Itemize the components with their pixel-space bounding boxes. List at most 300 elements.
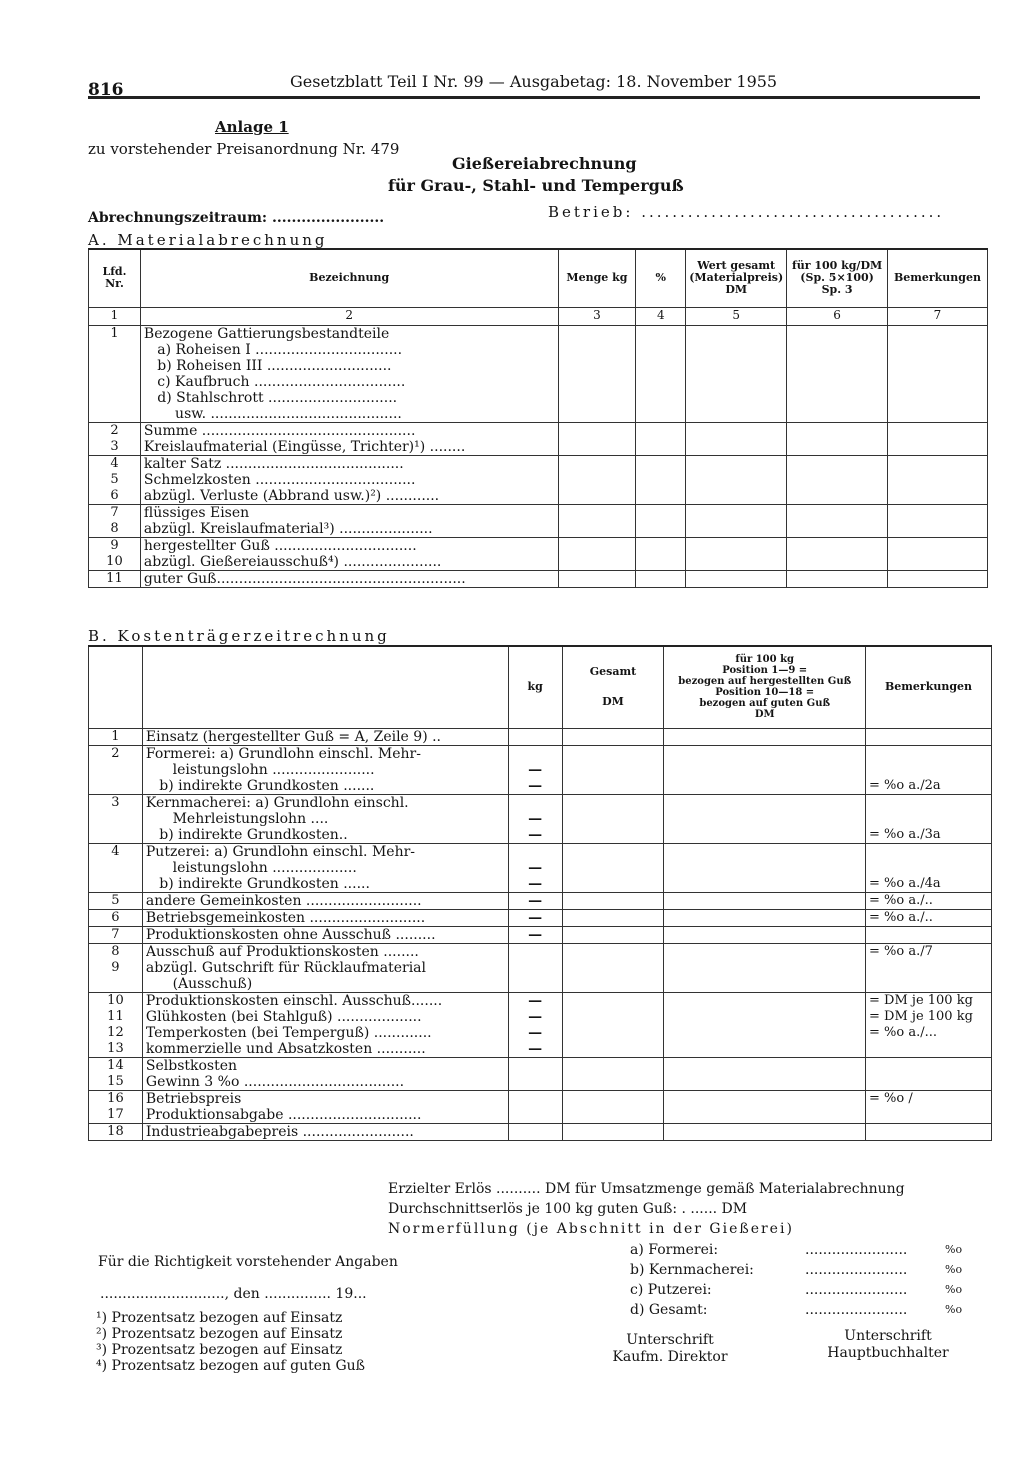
kg-dash: — bbox=[528, 875, 543, 892]
section-a-heading: A. Materialabrechnung bbox=[88, 231, 328, 249]
row-text bbox=[142, 943, 508, 992]
row-text-line: b) indirekte Grundkosten ...... bbox=[145, 875, 370, 892]
kg-cell bbox=[508, 1090, 562, 1123]
footnotes bbox=[96, 1310, 365, 1374]
empty-cell bbox=[787, 455, 888, 504]
reference-line: zu vorstehender Preisanordnung Nr. 479 bbox=[88, 140, 400, 158]
colnum-5: 5 bbox=[686, 307, 787, 325]
remark-line bbox=[869, 795, 988, 811]
row-text-line: Summe ................................................ bbox=[143, 422, 416, 439]
gazette-title: Gesetzblatt Teil I Nr. 99 — Ausgabetag: 18. November 1955 bbox=[290, 72, 778, 91]
norm-item-label: c) Putzerei: bbox=[630, 1282, 712, 1298]
row-number-line: 18 bbox=[107, 1123, 124, 1139]
empty-cell bbox=[887, 570, 987, 587]
empty-cell bbox=[887, 537, 987, 570]
col-kg: kg bbox=[508, 646, 562, 728]
signature-accountant-line1: Unterschrift bbox=[844, 1328, 932, 1344]
header-rule bbox=[88, 96, 980, 99]
col-bezeichnung-b bbox=[142, 646, 508, 728]
empty-cell bbox=[664, 1123, 866, 1140]
empty-cell bbox=[562, 1123, 664, 1140]
row-text-line: kalter Satz ........................................ bbox=[143, 455, 404, 472]
row-number-line: 4 bbox=[110, 455, 119, 471]
empty-cell bbox=[787, 570, 888, 587]
kg-dash: — bbox=[528, 826, 543, 843]
row-number-line: 9 bbox=[111, 959, 120, 975]
norm-item-label: a) Formerei: bbox=[630, 1242, 719, 1258]
kg-cell bbox=[508, 909, 562, 926]
row-text bbox=[142, 992, 508, 1057]
row-text-line: Betriebspreis bbox=[145, 1090, 242, 1107]
empty-cell bbox=[558, 570, 636, 587]
table-row bbox=[89, 728, 992, 745]
col-gesamt-label: Gesamt bbox=[589, 665, 637, 679]
table-row bbox=[89, 1090, 992, 1123]
row-number bbox=[89, 325, 141, 422]
kg-cell bbox=[508, 892, 562, 909]
empty-cell bbox=[636, 570, 686, 587]
row-text-line: guter Guß........................................................ bbox=[143, 570, 466, 587]
remark-line bbox=[869, 844, 988, 860]
row-text bbox=[142, 794, 508, 843]
row-text bbox=[142, 728, 508, 745]
row-number-line: 2 bbox=[111, 745, 120, 761]
row-text-line: b) indirekte Grundkosten.. bbox=[145, 826, 348, 843]
table-row bbox=[89, 504, 988, 537]
col-dm-label: DM bbox=[602, 695, 624, 709]
row-number-line: 1 bbox=[111, 728, 120, 744]
remark-line: = %o a./.. bbox=[869, 909, 933, 925]
row-number bbox=[89, 422, 141, 455]
signature-accountant bbox=[818, 1328, 958, 1362]
remark-line bbox=[869, 762, 988, 778]
empty-cell bbox=[787, 537, 888, 570]
row-text-line: abzügl. Verluste (Abbrand usw.)²) ............ bbox=[143, 487, 440, 504]
row-number bbox=[89, 1123, 143, 1140]
footnote: ²) Prozentsatz bezogen auf Einsatz bbox=[96, 1326, 343, 1342]
row-number-line: 5 bbox=[111, 892, 120, 908]
empty-cell bbox=[664, 926, 866, 943]
empty-cell bbox=[636, 455, 686, 504]
row-number bbox=[89, 570, 141, 587]
row-text-line: Produktionskosten einschl. Ausschuß....... bbox=[145, 992, 443, 1009]
table-row bbox=[89, 794, 992, 843]
row-text-line: kommerzielle und Absatzkosten ........... bbox=[145, 1040, 426, 1057]
empty-cell bbox=[562, 1057, 664, 1090]
row-number-line: 8 bbox=[110, 520, 119, 536]
row-number-line: 2 bbox=[110, 422, 119, 438]
empty-cell bbox=[787, 422, 888, 455]
table-row bbox=[89, 325, 988, 422]
row-text-line: a) Roheisen I ................................. bbox=[143, 341, 403, 358]
empty-cell bbox=[558, 455, 636, 504]
empty-cell bbox=[664, 745, 866, 794]
kg-cell bbox=[508, 1123, 562, 1140]
row-text-line: leistungslohn ................... bbox=[145, 859, 357, 876]
norm-item bbox=[630, 1240, 980, 1260]
row-number bbox=[89, 892, 143, 909]
empty-cell bbox=[686, 537, 787, 570]
kg-dash bbox=[512, 795, 559, 811]
col-per-100kg: für 100 kg/DM (Sp. 5×100) Sp. 3 bbox=[787, 249, 888, 307]
empty-cell bbox=[562, 892, 664, 909]
norm-item-dots: ....................... bbox=[805, 1242, 908, 1258]
remark-cell bbox=[866, 892, 992, 909]
remark-line bbox=[869, 811, 988, 827]
kg-cell bbox=[508, 728, 562, 745]
remark-line: = %o a./4a bbox=[869, 875, 941, 891]
row-text bbox=[142, 1057, 508, 1090]
kg-dash bbox=[512, 746, 559, 762]
colnum-1: 1 bbox=[89, 307, 141, 325]
row-number-line: 10 bbox=[106, 553, 123, 569]
remark-cell bbox=[866, 909, 992, 926]
row-number-line: 14 bbox=[107, 1057, 124, 1073]
colnum-2: 2 bbox=[140, 307, 558, 325]
remark-cell bbox=[866, 926, 992, 943]
row-number-line: 7 bbox=[110, 504, 119, 520]
row-text bbox=[142, 1090, 508, 1123]
kg-cell bbox=[508, 843, 562, 892]
company-field: Betrieb: ....................................... bbox=[548, 203, 945, 221]
kg-dash: — bbox=[528, 892, 543, 909]
row-number bbox=[89, 455, 141, 504]
empty-cell bbox=[562, 794, 664, 843]
row-text bbox=[140, 422, 558, 455]
row-number-line: 5 bbox=[110, 471, 119, 487]
empty-cell bbox=[664, 943, 866, 992]
row-text-line: d) Stahlschrott ............................. bbox=[143, 389, 398, 406]
norm-item-dots: ....................... bbox=[805, 1282, 908, 1298]
kg-cell bbox=[508, 926, 562, 943]
row-number bbox=[89, 504, 141, 537]
table-row bbox=[89, 1123, 992, 1140]
col-wert: Wert gesamt (Materialpreis) DM bbox=[686, 249, 787, 307]
col-nr: Lfd. Nr. bbox=[89, 249, 141, 307]
remark-cell bbox=[866, 1090, 992, 1123]
row-number-line: 13 bbox=[107, 1040, 124, 1056]
signature-director bbox=[600, 1332, 740, 1366]
norm-list bbox=[630, 1240, 980, 1320]
row-text-line: abzügl. Gutschrift für Rücklaufmaterial bbox=[145, 959, 426, 976]
date-line: ............................, den ............... 19... bbox=[100, 1286, 367, 1302]
row-text bbox=[142, 909, 508, 926]
remark-cell bbox=[866, 1123, 992, 1140]
kg-dash: — bbox=[528, 810, 543, 827]
empty-cell bbox=[686, 422, 787, 455]
empty-cell bbox=[787, 504, 888, 537]
empty-cell bbox=[562, 1090, 664, 1123]
empty-cell bbox=[787, 325, 888, 422]
annex-label: Anlage 1 bbox=[215, 118, 289, 136]
col-percent: % bbox=[636, 249, 686, 307]
accounting-period: Abrechnungszeitraum: ....................... bbox=[88, 210, 385, 226]
row-number-line: 17 bbox=[107, 1106, 124, 1122]
remark-line: = %o a./2a bbox=[869, 777, 941, 793]
kg-dash: — bbox=[528, 761, 543, 778]
norm-fulfillment-heading: Normerfüllung (je Abschnitt in der Gießerei) bbox=[388, 1221, 794, 1237]
empty-cell bbox=[558, 325, 636, 422]
row-number bbox=[89, 943, 143, 992]
row-number bbox=[89, 1090, 143, 1123]
row-number-line: 10 bbox=[107, 992, 124, 1008]
kg-dash bbox=[512, 844, 559, 860]
row-text-line: flüssiges Eisen bbox=[143, 504, 250, 521]
cost-table bbox=[88, 645, 992, 1141]
empty-cell bbox=[558, 537, 636, 570]
empty-cell bbox=[562, 909, 664, 926]
norm-item bbox=[630, 1300, 980, 1320]
row-text-line: Kernmacherei: a) Grundlohn einschl. bbox=[145, 794, 409, 811]
kg-dash: — bbox=[528, 1008, 543, 1025]
row-text-line: Produktionsabgabe .............................. bbox=[145, 1106, 422, 1123]
norm-item-unit: %o bbox=[945, 1263, 963, 1276]
kg-cell bbox=[508, 745, 562, 794]
row-number bbox=[89, 926, 143, 943]
empty-cell bbox=[562, 843, 664, 892]
signature-director-line1: Unterschrift bbox=[626, 1332, 714, 1348]
form-title: Gießereiabrechnung bbox=[452, 154, 637, 173]
empty-cell bbox=[664, 843, 866, 892]
empty-cell bbox=[664, 794, 866, 843]
row-text-line: abzügl. Kreislaufmaterial³) ..................... bbox=[143, 520, 433, 537]
norm-item bbox=[630, 1260, 980, 1280]
row-text bbox=[140, 570, 558, 587]
row-number-line: 11 bbox=[106, 570, 123, 586]
empty-cell bbox=[562, 926, 664, 943]
row-text bbox=[142, 843, 508, 892]
material-table bbox=[88, 248, 988, 588]
correctness-line: Für die Richtigkeit vorstehender Angaben bbox=[98, 1254, 398, 1270]
empty-cell bbox=[686, 325, 787, 422]
col-bezeichnung: Bezeichnung bbox=[140, 249, 558, 307]
remark-line: = %o / bbox=[869, 1090, 913, 1106]
row-text-line: Glühkosten (bei Stahlguß) ................... bbox=[145, 1008, 422, 1025]
empty-cell bbox=[664, 992, 866, 1057]
row-number-line: 7 bbox=[111, 926, 120, 942]
row-text-line: (Ausschuß) bbox=[145, 975, 253, 992]
row-number-line: 6 bbox=[110, 487, 119, 503]
row-text-line: Mehrleistungslohn .... bbox=[145, 810, 329, 827]
remark-cell bbox=[866, 843, 992, 892]
empty-cell bbox=[562, 728, 664, 745]
row-text bbox=[140, 504, 558, 537]
norm-item-dots: ....................... bbox=[805, 1262, 908, 1278]
col-menge: Menge kg bbox=[558, 249, 636, 307]
kg-dash: — bbox=[528, 777, 543, 794]
empty-cell bbox=[664, 909, 866, 926]
row-text-line: c) Kaufbruch .................................. bbox=[143, 373, 406, 390]
row-text-line: Produktionskosten ohne Ausschuß ......... bbox=[145, 926, 436, 943]
signature-director-line2: Kaufm. Direktor bbox=[612, 1349, 728, 1365]
row-text-line: Einsatz (hergestellter Guß = A, Zeile 9) .. bbox=[145, 728, 442, 745]
table-row bbox=[89, 909, 992, 926]
remark-cell bbox=[866, 728, 992, 745]
empty-cell bbox=[558, 422, 636, 455]
row-number bbox=[89, 843, 143, 892]
row-text-line: Betriebsgemeinkosten .......................... bbox=[145, 909, 426, 926]
row-text-line: leistungslohn ....................... bbox=[145, 761, 375, 778]
table-row bbox=[89, 1057, 992, 1090]
section-b-heading: B. Kostenträgerzeitrechnung bbox=[88, 627, 390, 645]
row-text bbox=[140, 325, 558, 422]
table-row bbox=[89, 943, 992, 992]
row-text bbox=[140, 537, 558, 570]
row-text-line: b) Roheisen III ............................ bbox=[143, 357, 392, 374]
colnum-3: 3 bbox=[558, 307, 636, 325]
row-number bbox=[89, 909, 143, 926]
norm-item-unit: %o bbox=[945, 1303, 963, 1316]
row-number bbox=[89, 1057, 143, 1090]
empty-cell bbox=[562, 943, 664, 992]
remark-line: = %o a./.. bbox=[869, 892, 933, 908]
empty-cell bbox=[562, 992, 664, 1057]
empty-cell bbox=[887, 504, 987, 537]
table-row bbox=[89, 892, 992, 909]
kg-dash: — bbox=[528, 1040, 543, 1057]
row-text-line: Industrieabgabepreis ......................... bbox=[145, 1123, 414, 1140]
empty-cell bbox=[664, 892, 866, 909]
footnote: ³) Prozentsatz bezogen auf Einsatz bbox=[96, 1342, 343, 1358]
row-number-line: 1 bbox=[110, 325, 119, 341]
table-row bbox=[89, 745, 992, 794]
remark-cell bbox=[866, 1057, 992, 1090]
row-text-line: Selbstkosten bbox=[145, 1057, 238, 1074]
norm-item-unit: %o bbox=[945, 1243, 963, 1256]
row-text bbox=[142, 745, 508, 794]
kg-dash: — bbox=[528, 1024, 543, 1041]
empty-cell bbox=[558, 504, 636, 537]
col-per-100kg-b: für 100 kg Position 1—9 = bezogen auf hergestellten Guß Position 10—18 = bezogen auf guten Guß DM bbox=[664, 646, 866, 728]
form-subtitle: für Grau-, Stahl- und Temperguß bbox=[388, 176, 684, 195]
remark-cell bbox=[866, 745, 992, 794]
row-text-line: andere Gemeinkosten .......................... bbox=[145, 892, 422, 909]
row-number-line: 8 bbox=[111, 943, 120, 959]
table-row bbox=[89, 992, 992, 1057]
table-row bbox=[89, 537, 988, 570]
empty-cell bbox=[562, 745, 664, 794]
row-number-line: 11 bbox=[107, 1008, 124, 1024]
kg-cell bbox=[508, 943, 562, 992]
row-text-line: Putzerei: a) Grundlohn einschl. Mehr- bbox=[145, 843, 416, 860]
empty-cell bbox=[636, 504, 686, 537]
remark-cell bbox=[866, 992, 992, 1057]
col-bemerkungen: Bemerkungen bbox=[887, 249, 987, 307]
row-number-line: 16 bbox=[107, 1090, 124, 1106]
row-text bbox=[142, 892, 508, 909]
empty-cell bbox=[686, 455, 787, 504]
row-text-line: Temperkosten (bei Temperguß) ............. bbox=[145, 1024, 432, 1041]
row-text bbox=[140, 455, 558, 504]
row-text-line: Bezogene Gattierungsbestandteile bbox=[143, 325, 390, 342]
table-row bbox=[89, 926, 992, 943]
row-number-line: 9 bbox=[110, 537, 119, 553]
remark-line: = %o a./7 bbox=[869, 943, 933, 959]
remark-line: = DM je 100 kg bbox=[869, 1008, 973, 1024]
remark-line bbox=[869, 746, 988, 762]
kg-dash: — bbox=[528, 859, 543, 876]
empty-cell bbox=[636, 537, 686, 570]
norm-item-label: b) Kernmacherei: bbox=[630, 1262, 754, 1278]
remark-line: = %o a./... bbox=[869, 1024, 938, 1040]
empty-cell bbox=[664, 1057, 866, 1090]
remark-line: = DM je 100 kg bbox=[869, 992, 973, 1008]
table-row bbox=[89, 570, 988, 587]
row-text-line: Formerei: a) Grundlohn einschl. Mehr- bbox=[145, 745, 421, 762]
row-number bbox=[89, 745, 143, 794]
row-number-line: 3 bbox=[111, 794, 120, 810]
row-number bbox=[89, 728, 143, 745]
row-text-line: b) indirekte Grundkosten ....... bbox=[145, 777, 375, 794]
footnote: ⁴) Prozentsatz bezogen auf guten Guß bbox=[96, 1358, 366, 1374]
norm-item-label: d) Gesamt: bbox=[630, 1302, 708, 1318]
row-number-line: 4 bbox=[111, 843, 120, 859]
footnote: ¹) Prozentsatz bezogen auf Einsatz bbox=[96, 1310, 343, 1326]
row-number-line: 6 bbox=[111, 909, 120, 925]
revenue-line: Erzielter Erlös .......... DM für Umsatzmenge gemäß Materialabrechnung bbox=[388, 1181, 905, 1197]
norm-item-dots: ....................... bbox=[805, 1302, 908, 1318]
col-nr-b bbox=[89, 646, 143, 728]
table-row bbox=[89, 422, 988, 455]
kg-cell bbox=[508, 992, 562, 1057]
kg-dash: — bbox=[528, 992, 543, 1009]
empty-cell bbox=[887, 422, 987, 455]
signature-accountant-line2: Hauptbuchhalter bbox=[827, 1345, 949, 1361]
table-row bbox=[89, 455, 988, 504]
remark-line: = %o a./3a bbox=[869, 826, 941, 842]
kg-cell bbox=[508, 794, 562, 843]
colnum-4: 4 bbox=[636, 307, 686, 325]
row-text-line: Kreislaufmaterial (Eingüsse, Trichter)¹) ........ bbox=[143, 438, 466, 455]
empty-cell bbox=[636, 325, 686, 422]
colnum-7: 7 bbox=[887, 307, 987, 325]
remark-line bbox=[869, 860, 988, 876]
row-number bbox=[89, 537, 141, 570]
empty-cell bbox=[887, 325, 987, 422]
row-text-line: usw. ........................................... bbox=[143, 405, 402, 422]
empty-cell bbox=[686, 504, 787, 537]
norm-item bbox=[630, 1280, 980, 1300]
row-text-line: Ausschuß auf Produktionskosten ........ bbox=[145, 943, 419, 960]
norm-item-unit: %o bbox=[945, 1283, 963, 1296]
row-number-line: 3 bbox=[110, 438, 119, 454]
col-bemerkungen-b: Bemerkungen bbox=[866, 646, 992, 728]
empty-cell bbox=[686, 570, 787, 587]
row-number bbox=[89, 794, 143, 843]
row-text-line: abzügl. Gießereiausschuß⁴) ...................... bbox=[143, 553, 442, 570]
row-number-line: 15 bbox=[107, 1073, 124, 1089]
col-gesamt bbox=[562, 646, 664, 728]
average-revenue-line: Durchschnittserlös je 100 kg guten Guß: . ...... DM bbox=[388, 1201, 748, 1217]
empty-cell bbox=[887, 455, 987, 504]
row-text bbox=[142, 1123, 508, 1140]
row-text bbox=[142, 926, 508, 943]
kg-dash: — bbox=[528, 909, 543, 926]
page-number: 816 bbox=[88, 80, 124, 100]
table-row bbox=[89, 843, 992, 892]
colnum-6: 6 bbox=[787, 307, 888, 325]
kg-dash: — bbox=[528, 926, 543, 943]
row-text-line: Schmelzkosten .................................... bbox=[143, 471, 416, 488]
kg-cell bbox=[508, 1057, 562, 1090]
empty-cell bbox=[664, 1090, 866, 1123]
remark-cell bbox=[866, 794, 992, 843]
empty-cell bbox=[664, 728, 866, 745]
row-text-line: Gewinn 3 %o .................................... bbox=[145, 1073, 405, 1090]
remark-cell bbox=[866, 943, 992, 992]
row-text-line: hergestellter Guß ................................ bbox=[143, 537, 417, 554]
empty-cell bbox=[636, 422, 686, 455]
